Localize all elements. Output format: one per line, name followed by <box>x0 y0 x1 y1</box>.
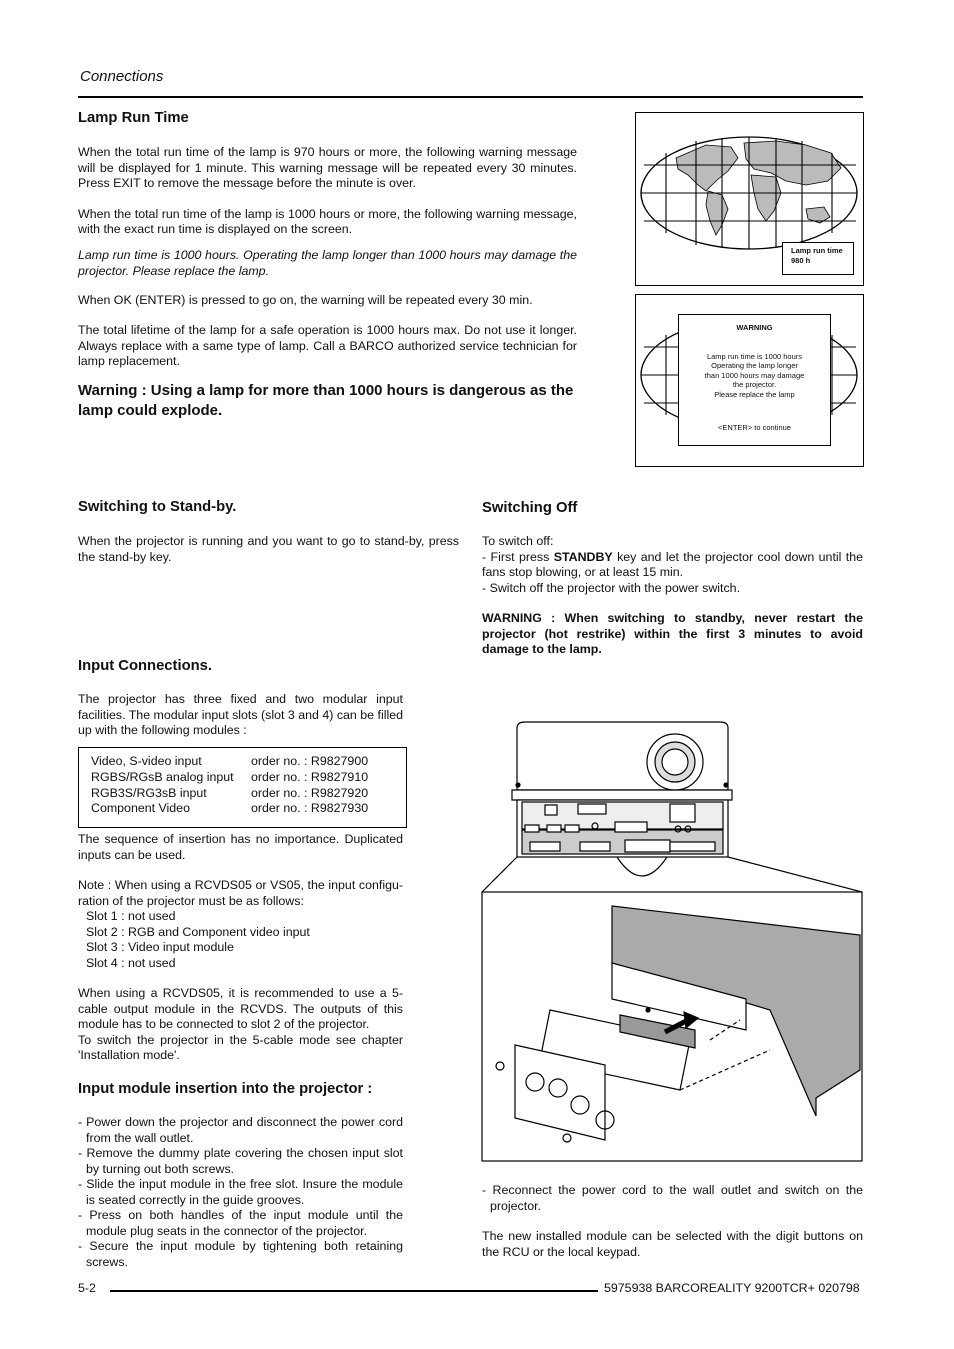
osd-line-1: Lamp run time <box>791 246 843 255</box>
osd-warning-lines <box>679 352 830 400</box>
osd-warning-line: Lamp run time is 1000 hours <box>706 351 803 361</box>
lamp-run-time-body <box>78 145 577 421</box>
switch-off-warning: WARNING : When switching to standby, never restart the projector (hot restrike) within the first 3 minutes to avoid damage to the lamp. <box>482 611 863 656</box>
input-connections-intro: The projector has three fixed and two modular input facilities. The modular input slots (slot 3 and 4) can be filled up with the following modules : <box>78 692 403 737</box>
table-row <box>91 786 368 802</box>
lamp-run-time-heading: Lamp Run Time <box>78 110 189 126</box>
switch-mode-note: To switch the projector in the 5-cable mode see chapter 'Installation mode'. <box>78 1032 403 1062</box>
step-1-prefix: - First press <box>482 549 554 564</box>
lamp-para-1: When the total run time of the lamp is 970 hours or more, the following warning message will be displayed for 1 minute. This warning message will be repeated every 30 minutes. Press EXIT to remove the message before the minute is over. <box>78 145 577 190</box>
footer-rule <box>110 1290 598 1292</box>
screen-illustration-2 <box>635 294 864 467</box>
switching-off-body <box>482 534 863 658</box>
osd-warning-title: WARNING <box>736 323 773 332</box>
lamp-para-4: The total lifetime of the lamp for a safe operation is 1000 hours max. Do not use it longer. Always replace with a same type of lamp. Call a BARCO authorized service technician for lamp replacement. <box>78 323 577 368</box>
lamp-danger-warning: Warning : Using a lamp for more than 1000 hours is dangerous as the lamp could explode. <box>78 381 574 419</box>
module-order: order no. : R9827900 <box>251 754 369 768</box>
module-order: order no. : R9827910 <box>251 769 369 784</box>
section-title: Connections <box>80 68 164 85</box>
screen-illustration-1 <box>635 112 864 286</box>
osd-warning-line: than 1000 hours may damage <box>704 370 805 380</box>
switch-off-intro: To switch off: <box>482 534 554 548</box>
reconnect-section <box>482 1183 863 1260</box>
module-order-table <box>78 747 407 828</box>
module-name: Video, S-video input <box>91 754 202 768</box>
page-number: 5-2 <box>78 1281 96 1295</box>
module-selection-note: The new installed module can be selected with the digit buttons on the RCU or the local keypad. <box>482 1229 863 1259</box>
input-connections-notes <box>78 832 403 1064</box>
document-id: 5975938 BARCOREALITY 9200TCR+ 020798 <box>604 1281 860 1295</box>
reconnect-step: - Reconnect the power cord to the wall outlet and switch on the projector. <box>482 1183 863 1213</box>
table-row <box>91 770 368 786</box>
module-name: RGB3S/RG3sB input <box>91 785 207 800</box>
input-connections-heading: Input Connections. <box>78 658 212 674</box>
lamp-para-3: When OK (ENTER) is pressed to go on, the warning will be repeated every 30 min. <box>78 292 533 307</box>
slot-config: Slot 4 : not used <box>86 955 176 970</box>
insertion-steps <box>78 1115 403 1270</box>
standby-text: When the projector is running and you want to go to stand-by, press the stand-by key. <box>78 534 459 564</box>
config-note: Note : When using a RCVDS05 or VS05, the input configu-ration of the projector must be as follows: <box>78 878 403 908</box>
sequence-note: The sequence of insertion has no importance. Duplicated inputs can be used. <box>78 832 403 862</box>
lamp-italic-message: Lamp run time is 1000 hours. Operating the lamp longer than 1000 hours may damage the projector. Please replace the lamp. <box>78 247 577 278</box>
rcvds-note: When using a RCVDS05, it is recommended to use a 5-cable output module in the RCVDS. The outputs of this module has to be connected to slot 2 of the projector. <box>78 986 403 1031</box>
standby-heading: Switching to Stand-by. <box>78 499 237 515</box>
osd-warning-line: the projector. <box>732 380 777 390</box>
header-rule <box>78 96 863 98</box>
list-item: - Power down the projector and disconnect the power cord from the wall outlet. <box>78 1115 403 1145</box>
list-item: - Press on both handles of the input module until the module plug seats in the connector of the projector. <box>78 1208 403 1238</box>
list-item: - Secure the input module by tightening both retaining screws. <box>78 1239 403 1269</box>
step-1-suffix: key and let the projector cool down until the fans stop blowing, or at least 15 min. <box>482 549 864 579</box>
projector-rear-illustration <box>470 710 890 1190</box>
module-name: RGBS/RGsB analog input <box>91 769 234 784</box>
list-item: - Remove the dummy plate covering the chosen input slot by turning out both screws. <box>78 1146 403 1176</box>
osd-warning-line: Please replace the lamp <box>714 389 795 399</box>
osd-warning-footer: <ENTER> to continue <box>718 422 791 432</box>
table-row <box>91 754 368 770</box>
lamp-run-time-osd <box>782 242 854 275</box>
lamp-para-2: When the total run time of the lamp is 1000 hours or more, the following warning message, with the exact run time is displayed on the screen. <box>78 206 577 236</box>
slot-config: Slot 1 : not used <box>86 909 176 923</box>
slot-config: Slot 3 : Video input module <box>86 940 234 954</box>
table-row <box>91 801 368 817</box>
module-order: order no. : R9827920 <box>251 785 369 800</box>
switch-off-step-2: - Switch off the projector with the power switch. <box>482 580 741 595</box>
switching-off-heading: Switching Off <box>482 500 578 516</box>
osd-line-2: 980 h <box>791 256 811 265</box>
osd-warning-line: Operating the lamp longer <box>711 361 798 371</box>
insertion-heading: Input module insertion into the projector : <box>78 1081 373 1097</box>
list-item: - Slide the input module in the free slot. Insure the module is seated correctly in the guide grooves. <box>78 1177 403 1207</box>
module-table <box>91 754 368 817</box>
standby-key-label: STANDBY <box>553 549 613 564</box>
module-name: Component Video <box>91 801 190 816</box>
warning-osd-dialog <box>678 314 831 446</box>
switch-off-step-1 <box>482 550 863 581</box>
module-order: order no. : R9827930 <box>251 801 369 816</box>
slot-config: Slot 2 : RGB and Component video input <box>86 924 310 939</box>
